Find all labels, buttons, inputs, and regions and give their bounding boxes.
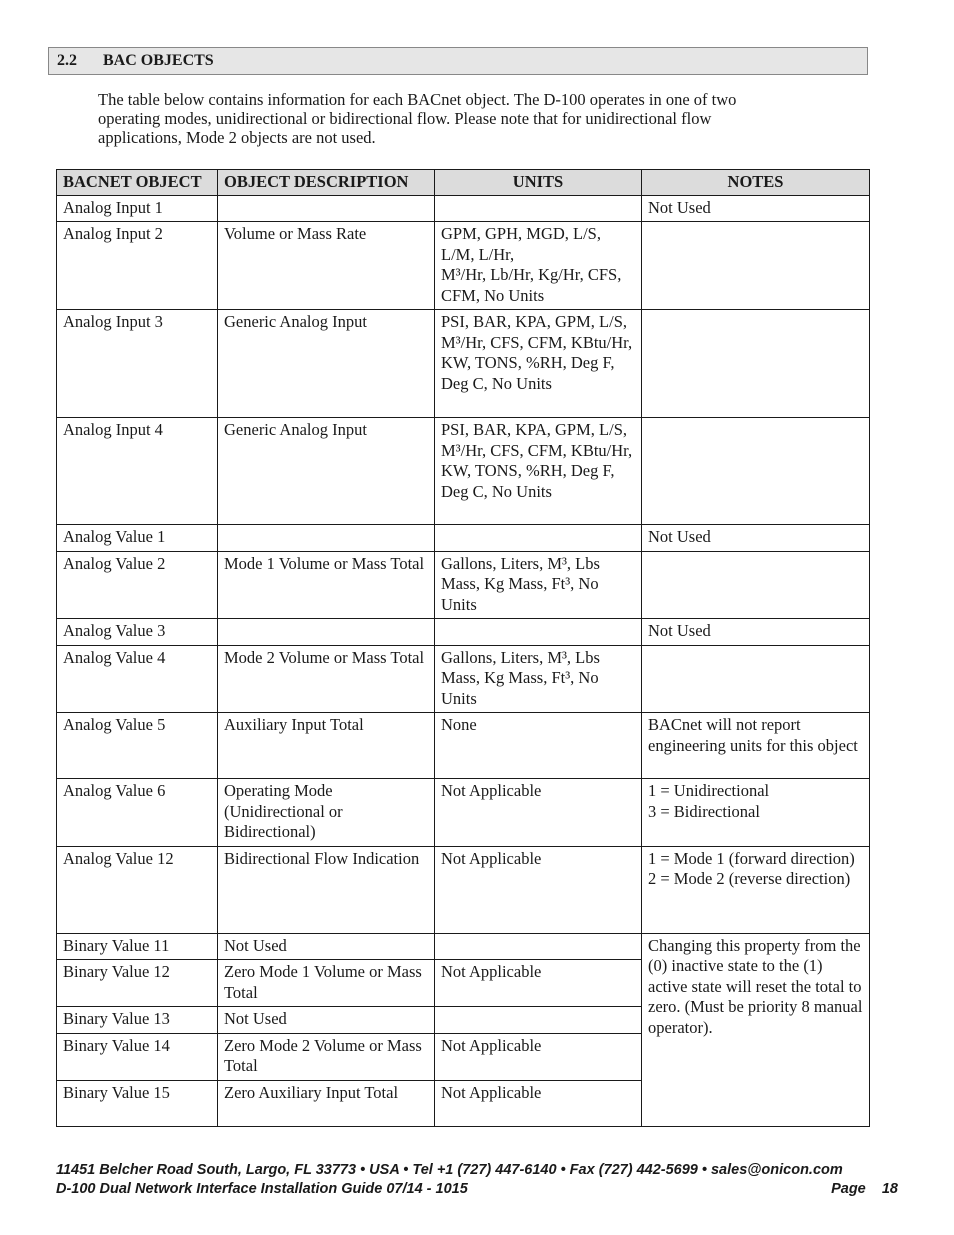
notes-cell: Not Used xyxy=(642,195,870,222)
intro-paragraph: The table below contains information for each BACnet object. The D-100 operates in one of two operating modes, unidirectional or bidirectional flow. Please note that for unidirectional flow applications, Mode 2 objects are not used. xyxy=(98,90,737,147)
object-cell: Binary Value 13 xyxy=(57,1007,218,1034)
object-cell: Analog Value 1 xyxy=(57,525,218,552)
notes-cell xyxy=(642,418,870,525)
section-header xyxy=(48,47,868,75)
description-cell: Not Used xyxy=(218,933,435,960)
units-cell: Not Applicable xyxy=(435,1080,642,1126)
notes-cell xyxy=(642,222,870,310)
object-cell: Analog Value 5 xyxy=(57,713,218,779)
table-row xyxy=(57,846,870,933)
header-units: UNITS xyxy=(435,170,642,196)
table-header-row xyxy=(57,170,870,196)
header-bacnet-object: BACNET OBJECT xyxy=(57,170,218,196)
object-cell: Analog Input 2 xyxy=(57,222,218,310)
table-row xyxy=(57,551,870,619)
table-row xyxy=(57,779,870,847)
table-row xyxy=(57,619,870,646)
section-title: BAC OBJECTS xyxy=(103,52,214,69)
description-cell: Generic Analog Input xyxy=(218,310,435,418)
notes-cell: Not Used xyxy=(642,525,870,552)
footer-line xyxy=(56,1181,898,1197)
object-cell: Analog Input 4 xyxy=(57,418,218,525)
table-row xyxy=(57,645,870,713)
table-row xyxy=(57,933,870,960)
units-cell: Not Applicable xyxy=(435,846,642,933)
units-cell: Not Applicable xyxy=(435,960,642,1007)
notes-cell xyxy=(642,551,870,619)
notes-cell xyxy=(642,645,870,713)
notes-cell xyxy=(642,310,870,418)
object-cell: Analog Value 4 xyxy=(57,645,218,713)
object-cell: Analog Input 1 xyxy=(57,195,218,222)
description-cell: Auxiliary Input Total xyxy=(218,713,435,779)
units-cell xyxy=(435,619,642,646)
table-row xyxy=(57,310,870,418)
header-object-description: OBJECT DESCRIPTION xyxy=(218,170,435,196)
notes-cell: BACnet will not report engineering units for this object xyxy=(642,713,870,779)
table-row xyxy=(57,418,870,525)
section-number: 2.2 xyxy=(57,52,77,69)
units-cell xyxy=(435,195,642,222)
description-cell: Not Used xyxy=(218,1007,435,1034)
units-cell: PSI, BAR, KPA, GPM, L/S, M³/Hr, CFS, CFM, KBtu/Hr, KW, TONS, %RH, Deg F, Deg C, No Units xyxy=(435,418,642,525)
table-row xyxy=(57,195,870,222)
units-cell: GPM, GPH, MGD, L/S, L/M, L/Hr, M³/Hr, Lb/Hr, Kg/Hr, CFS, CFM, No Units xyxy=(435,222,642,310)
table-row xyxy=(57,713,870,779)
units-cell: Not Applicable xyxy=(435,1033,642,1080)
notes-cell: 1 = Unidirectional 3 = Bidirectional xyxy=(642,779,870,847)
object-cell: Analog Value 3 xyxy=(57,619,218,646)
description-cell: Mode 1 Volume or Mass Total xyxy=(218,551,435,619)
bac-objects-table-container xyxy=(56,169,869,1127)
description-cell: Volume or Mass Rate xyxy=(218,222,435,310)
units-cell: Gallons, Liters, M³, Lbs Mass, Kg Mass, Ft³, No Units xyxy=(435,551,642,619)
table-row xyxy=(57,525,870,552)
object-cell: Analog Value 2 xyxy=(57,551,218,619)
object-cell: Binary Value 11 xyxy=(57,933,218,960)
header-notes: NOTES xyxy=(642,170,870,196)
bac-objects-table xyxy=(56,169,870,1127)
units-cell xyxy=(435,525,642,552)
units-cell xyxy=(435,1007,642,1034)
notes-cell: 1 = Mode 1 (forward direction) 2 = Mode 2 (reverse direction) xyxy=(642,846,870,933)
table-row xyxy=(57,222,870,310)
description-cell: Zero Mode 1 Volume or Mass Total xyxy=(218,960,435,1007)
units-cell: None xyxy=(435,713,642,779)
description-cell: Zero Auxiliary Input Total xyxy=(218,1080,435,1126)
description-cell xyxy=(218,195,435,222)
units-cell: Not Applicable xyxy=(435,779,642,847)
units-cell: Gallons, Liters, M³, Lbs Mass, Kg Mass, Ft³, No Units xyxy=(435,645,642,713)
notes-cell: Not Used xyxy=(642,619,870,646)
description-cell: Mode 2 Volume or Mass Total xyxy=(218,645,435,713)
object-cell: Binary Value 12 xyxy=(57,960,218,1007)
object-cell: Binary Value 15 xyxy=(57,1080,218,1126)
units-cell: PSI, BAR, KPA, GPM, L/S, M³/Hr, CFS, CFM, KBtu/Hr, KW, TONS, %RH, Deg F, Deg C, No Units xyxy=(435,310,642,418)
object-cell: Analog Value 12 xyxy=(57,846,218,933)
description-cell: Operating Mode (Unidirectional or Bidirectional) xyxy=(218,779,435,847)
object-cell: Binary Value 14 xyxy=(57,1033,218,1080)
object-cell: Analog Input 3 xyxy=(57,310,218,418)
description-cell: Bidirectional Flow Indication xyxy=(218,846,435,933)
description-cell: Zero Mode 2 Volume or Mass Total xyxy=(218,1033,435,1080)
object-cell: Analog Value 6 xyxy=(57,779,218,847)
footer-page-number: Page 18 xyxy=(831,1181,898,1197)
description-cell xyxy=(218,525,435,552)
description-cell xyxy=(218,619,435,646)
footer-doc-title: D-100 Dual Network Interface Installation Guide 07/14 - 1015 xyxy=(56,1181,468,1197)
footer-address: 11451 Belcher Road South, Largo, FL 33773 • USA • Tel +1 (727) 447-6140 • Fax (727) 442-5699 • sales@onicon.com xyxy=(56,1162,843,1178)
description-cell: Generic Analog Input xyxy=(218,418,435,525)
units-cell xyxy=(435,933,642,960)
binary-notes-cell: Changing this property from the (0) inactive state to the (1) active state will reset the total to zero. (Must be priority 8 manual operator). xyxy=(642,933,870,1126)
